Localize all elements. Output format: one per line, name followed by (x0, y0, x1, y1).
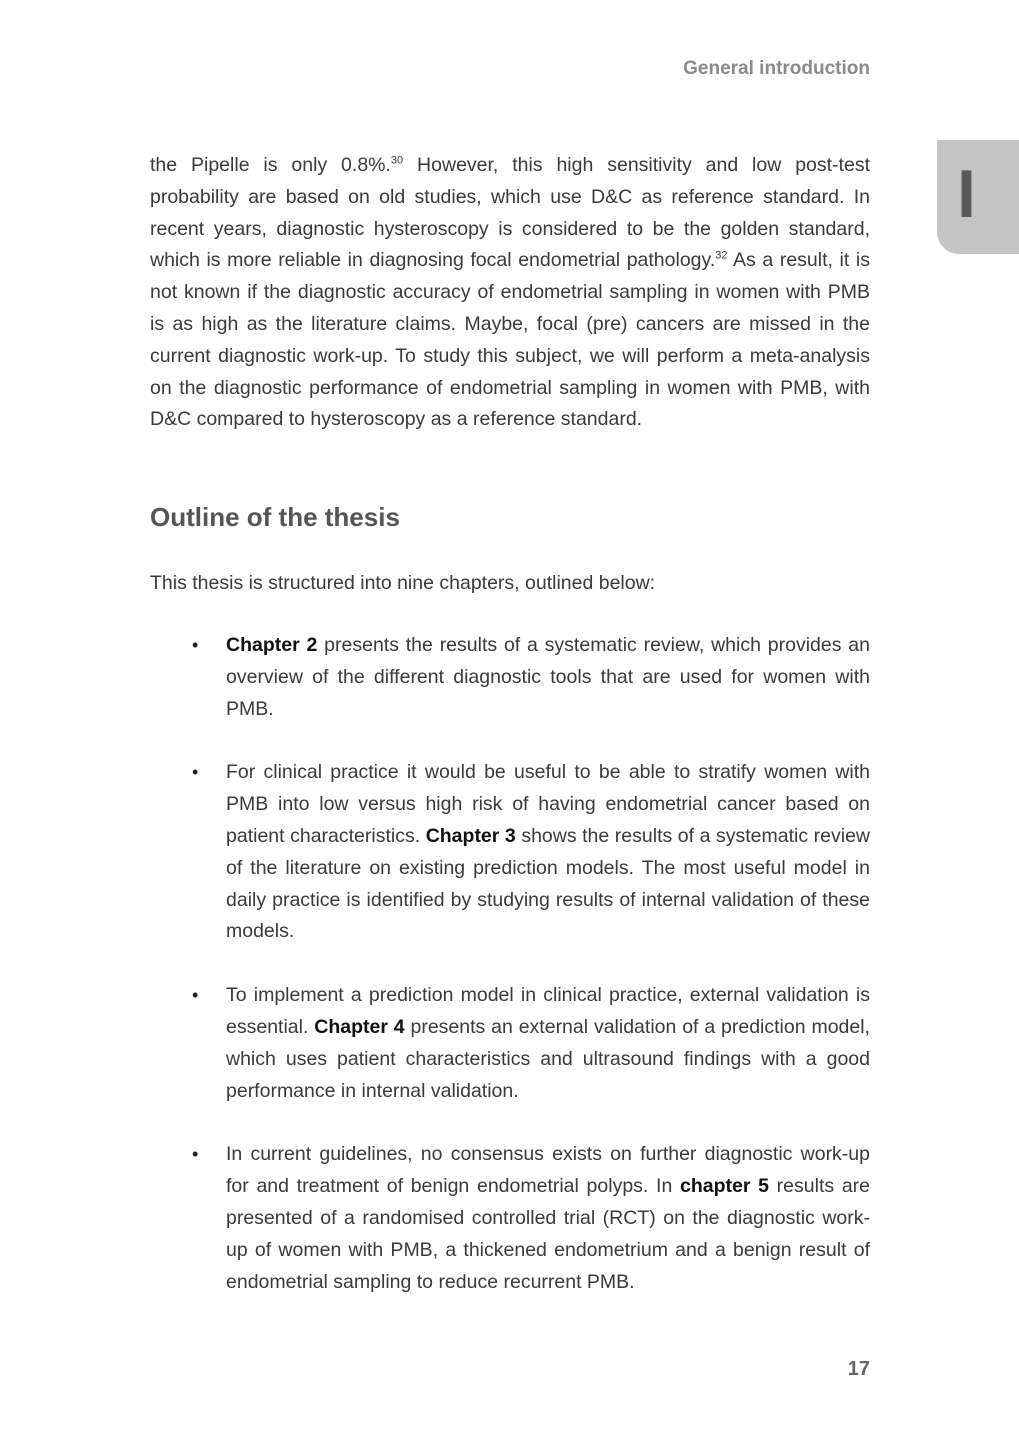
chapter-label: Chapter 4 (314, 1015, 405, 1038)
list-text: For clinical practice it would be useful to be able to stratify women with PMB into low versus high risk of having endometrial cancer based on patient characteristics. (226, 761, 870, 847)
citation-ref: 32 (715, 249, 728, 262)
list-text: presents an external validation of a prediction model, which uses patient characteristics and ultrasound findings with a good performance in internal validation. (226, 1015, 870, 1102)
list-item (150, 630, 870, 725)
list-text: In current guidelines, no consensus exists on further diagnostic work-up for and treatment of benign endometrial polyps. In (226, 1143, 870, 1198)
section-intro: This thesis is structured into nine chapters, outlined below: (150, 572, 656, 595)
main-content (150, 150, 870, 1330)
paragraph-text: the Pipelle is only 0.8%. (150, 154, 391, 176)
list-text: shows the results of a systematic review of the literature on existing prediction models. The most useful model in daily practice is identified by studying results of internal validation of these models. (226, 824, 870, 943)
bullet-icon: • (192, 1144, 199, 1165)
list-item (150, 757, 870, 948)
citation-ref: 30 (390, 154, 404, 167)
chapter-label: chapter 5 (680, 1175, 769, 1198)
list-text: To implement a prediction model in clinical practice, external validation is essential. (226, 984, 870, 1038)
bullet-icon: • (192, 762, 199, 783)
paragraph-text: As a result, it is not known if the diagnostic accuracy of endometrial sampling in women with PMB is as high as the literature claims. Maybe, focal (pre) cancers are missed in the current diagnostic work-up. To study this subject, we will perform a meta-analysis on the diagnostic performance of endometrial sampling in women with PMB, with D&C compared to hysteroscopy as a reference standard. (150, 249, 870, 431)
list-item (150, 980, 870, 1107)
list-item (150, 1139, 870, 1298)
chapter-tab-numeral: I (957, 156, 976, 232)
chapter-label: Chapter 2 (226, 633, 318, 656)
chapter-outline-list (150, 630, 870, 1298)
chapter-tab (937, 140, 1019, 254)
section-heading: Outline of the thesis (150, 502, 400, 533)
page-number: 17 (847, 1358, 870, 1380)
list-text: results are presented of a randomised controlled trial (RCT) on the diagnostic work-up of women with PMB, a thickened endometrium and a benign result of endometrial sampling to reduce recurrent PMB. (226, 1175, 870, 1293)
bullet-icon: • (192, 634, 199, 655)
body-paragraph (150, 150, 870, 436)
chapter-label: Chapter 3 (425, 824, 516, 847)
paragraph-text: However, this high sensitivity and low post-test probability are based on old studies, which use D&C as reference standard. In recent years, diagnostic hysteroscopy is considered to be the golden standard, which is more reliable in diagnosing focal endometrial pathology. (150, 154, 870, 272)
bullet-icon: • (192, 985, 199, 1006)
running-head-title: General introduction (683, 58, 870, 79)
list-text: presents the results of a systematic review, which provides an overview of the different diagnostic tools that are used for women with PMB. (226, 633, 870, 720)
